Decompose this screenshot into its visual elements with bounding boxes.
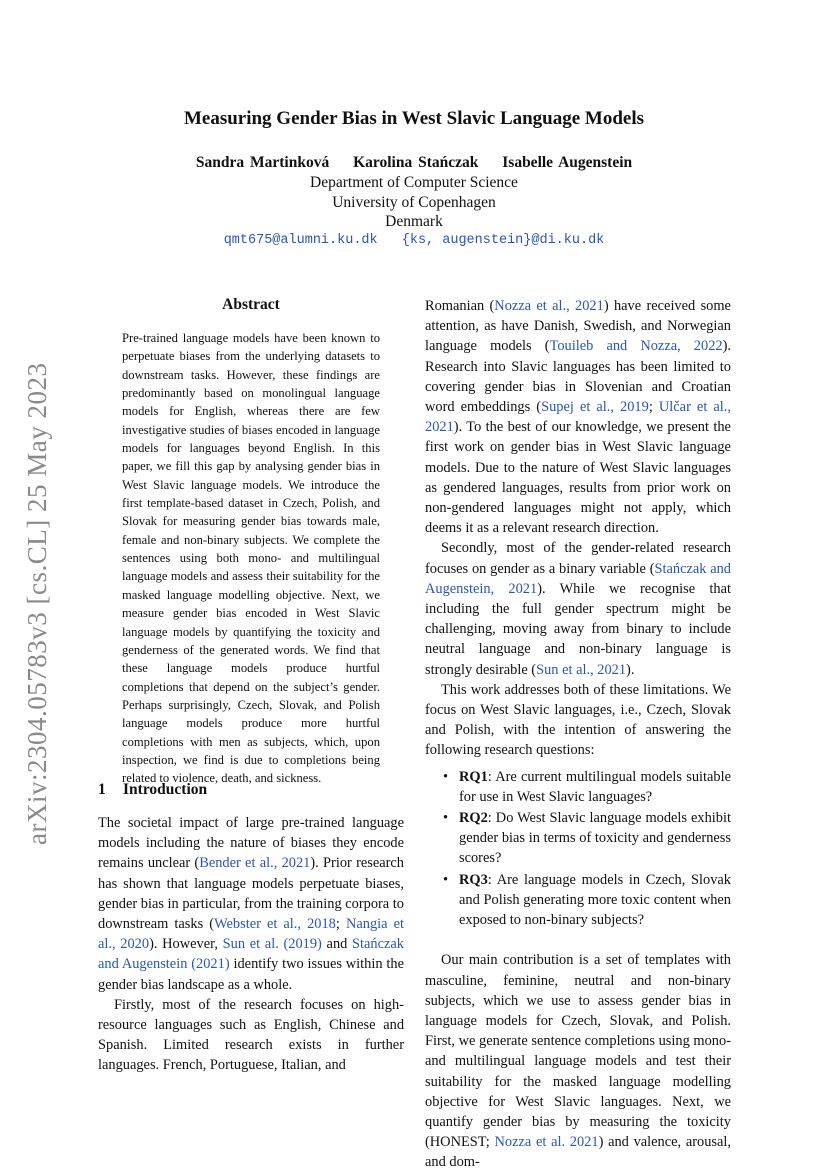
email-link[interactable]: qmt675@alumni.ku.dk (223, 233, 378, 248)
citation-link[interactable]: Stańczak and Augenstein (2021) (98, 936, 404, 973)
paragraph: Our main contribution is a set of templates with masculine, feminine, neutral and non-binary subjects, which we use to assess gender bias in language models for Czech, Slovak, and Polish. First, we generate sentence completions using mono- and multilingual language models and test their suitability for the masked language modelling objective for West Slavic languages. Next, we quantify gender bias by measuring the toxicity (HONEST; Nozza et al. 2021) and valence, arousal, and dom- (425, 952, 731, 1171)
paragraph: The societal impact of large pre-trained language models including the nature of biases they encode remains unclear (Bender et al., 2021). Prior research has shown that language models perpetuate biases, gender bias in particular, from the training corpora to downstream tasks (Webster et al., 2018; Nangia et al., 2020). However, Sun et al. (2019) and Stańczak and Augenstein (2021) identify two issues within the gender bias landscape as a whole. (98, 815, 405, 993)
paragraph: Secondly, most of the gender-related research focuses on gender as a binary variable (Stańczak and Augenstein, 2021). While we recognise that including the full gender spectrum might be challenging, moving away from binary to include neutral language and non-binary language is strongly desirable (Sun et al., 2021). (425, 540, 731, 678)
abstract-heading: Abstract (222, 296, 280, 313)
affiliation-university: University of Copenhagen (332, 194, 496, 211)
paper-title: Measuring Gender Bias in West Slavic Language Models (183, 108, 645, 129)
list-item: • RQ2: Do West Slavic language models exhibit gender bias in terms of toxicity and genderness scores? (459, 808, 731, 869)
section-heading (98, 781, 207, 799)
citation-link[interactable]: Webster et al., 2018 (214, 916, 336, 933)
list-item: • RQ1: Are current multilingual models suitable for use in West Slavic languages? (459, 767, 731, 807)
section-number: 1 (98, 781, 106, 798)
citation-link[interactable]: Sun et al., 2021 (536, 661, 627, 678)
rq-label: RQ2 (459, 810, 488, 827)
list-item: • RQ3: Are language models in Czech, Slovak and Polish generating more toxic content when exposed to non-binary subjects? (459, 870, 731, 931)
citation-link[interactable]: Nozza et al. 2021 (494, 1134, 599, 1151)
rq-label: RQ1 (459, 768, 488, 785)
author-name: Sandra Martinková (195, 154, 330, 171)
research-question-list (425, 767, 731, 931)
affiliation-country: Denmark (385, 213, 443, 230)
right-column-body (425, 296, 731, 1171)
author-emails (0, 233, 828, 248)
citation-link[interactable]: Nangia et al., 2020 (98, 916, 404, 953)
section-title: Introduction (123, 781, 208, 798)
paragraph: Firstly, most of the research focuses on high-resource languages such as English, Chinese and Spanish. Limited research exists in further languages. French, Portuguese, Italian, and (98, 996, 405, 1074)
right-column-flow (425, 296, 731, 538)
citation-link[interactable]: Nozza et al., 2021 (494, 298, 604, 314)
author-name: Karolina Stańczak (353, 154, 479, 171)
rq-label: RQ3 (459, 871, 488, 888)
abstract-text: Pre-trained language models have been known to perpetuate biases from the underlying datasets to downstream tasks. However, these findings are predominantly based on monolingual language models for English, whereas there are few investigative studies of biases encoded in language models for languages beyond English. In this paper, we fill this gap by analysing gender bias in West Slavic language models. We introduce the first template-based dataset in Czech, Polish, and Slovak for measuring gender bias towards male, female and non-binary subjects. We complete the sentences using both mono- and multilingual language models and assess their suitability for the masked language modelling objective. Next, we measure gender bias encoded in West Slavic language models by quantifying the toxicity and genderness of the generated words. We find that these language models produce hurtful completions that depend on the subject’s gender. Perhaps surprisingly, Czech, Slovak, and Polish language models produce more hurtful completions with men as subjects, which, upon inspection, we find is due to completions being related to violence, death, and sickness. (122, 331, 380, 786)
affiliation-department: Department of Computer Science (310, 174, 518, 191)
author-list (0, 154, 828, 172)
paragraph-continuation: Romanian (Nozza et al., 2021) have received some attention, as have Danish, Swedish, and Norwegian language models (Touileb and Nozza, 2022). Research into Slavic languages has been limited to covering gender bias in Slovenian and Croatian word embeddings (Supej et al., 2019; Ulčar et al., 2021). To the best of our knowledge, we present the first work on gender bias in West Slavic language models. Due to the nature of West Slavic languages as gendered languages, results from prior work on non-gendered languages might not apply, which deems it as a relevant research direction. (425, 298, 731, 537)
left-column-body (98, 813, 404, 1076)
citation-link[interactable]: Touileb and Nozza, 2022 (549, 338, 723, 355)
citation-link[interactable]: Bender et al., 2021 (199, 855, 311, 872)
citation-link[interactable]: Sun et al. (2019) (222, 936, 322, 953)
author-name: Isabelle Augenstein (502, 154, 633, 171)
citation-link[interactable]: Stańczak and Augenstein, 2021 (425, 560, 731, 597)
citation-link[interactable]: Ulčar et al., 2021 (425, 399, 731, 436)
paragraph: This work addresses both of these limitations. We focus on West Slavic languages, i.e., Czech, Slovak and Polish, with the intention of answering the following research questions: (425, 681, 731, 759)
citation-link[interactable]: Supej et al., 2019 (541, 399, 649, 416)
arxiv-stamp: arXiv:2304.05783v3 [cs.CL] 25 May 2023 (22, 362, 52, 845)
email-link[interactable]: {ks, augenstein}@di.ku.dk (401, 233, 605, 248)
